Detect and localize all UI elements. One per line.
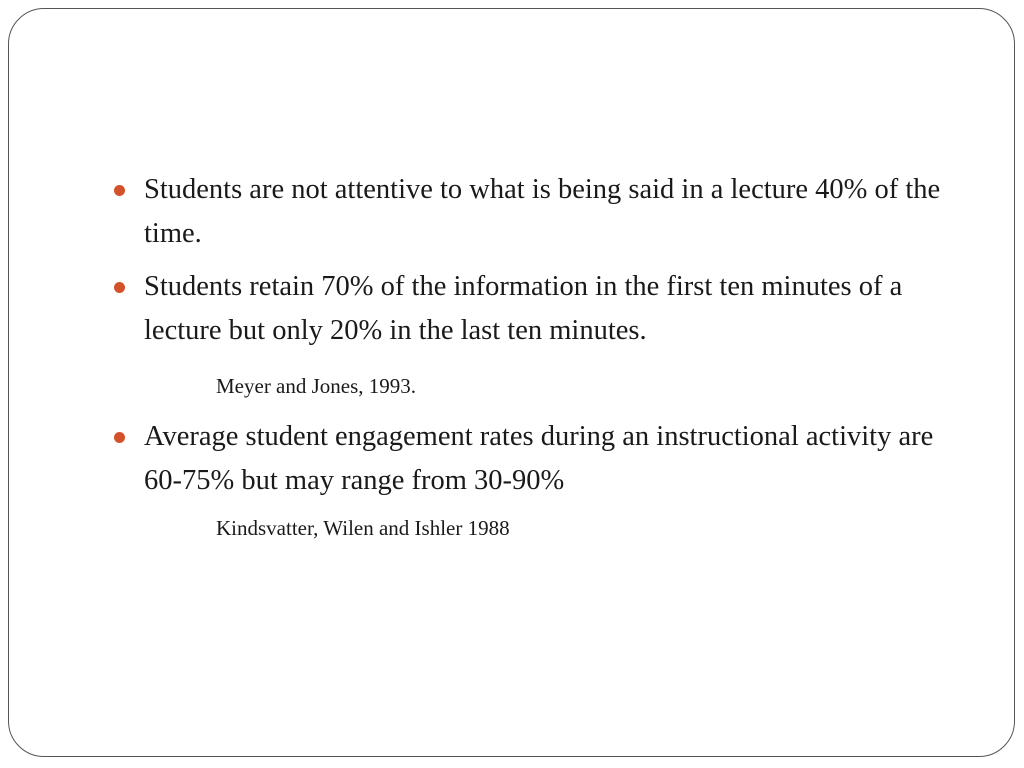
- citation: Kindsvatter, Wilen and Ishler 1988: [216, 516, 510, 540]
- bullet-dot-icon: [114, 282, 125, 293]
- bullet-item: [144, 265, 944, 353]
- bullet-text: Students are not attentive to what is being said in a lecture 40% of the time.: [144, 174, 941, 249]
- citation: Meyer and Jones, 1993.: [216, 374, 417, 398]
- bullet-item: [144, 168, 944, 256]
- bullet-dot-icon: [114, 432, 125, 443]
- bullet-dot-icon: [114, 185, 125, 196]
- bullet-item: [144, 415, 944, 503]
- bullet-text: Average student engagement rates during an instructional activity are 60-75% but may range from 30-90%: [144, 421, 934, 496]
- bullet-text: Students retain 70% of the information in the first ten minutes of a lecture but only 20% in the last ten minutes.: [144, 271, 903, 346]
